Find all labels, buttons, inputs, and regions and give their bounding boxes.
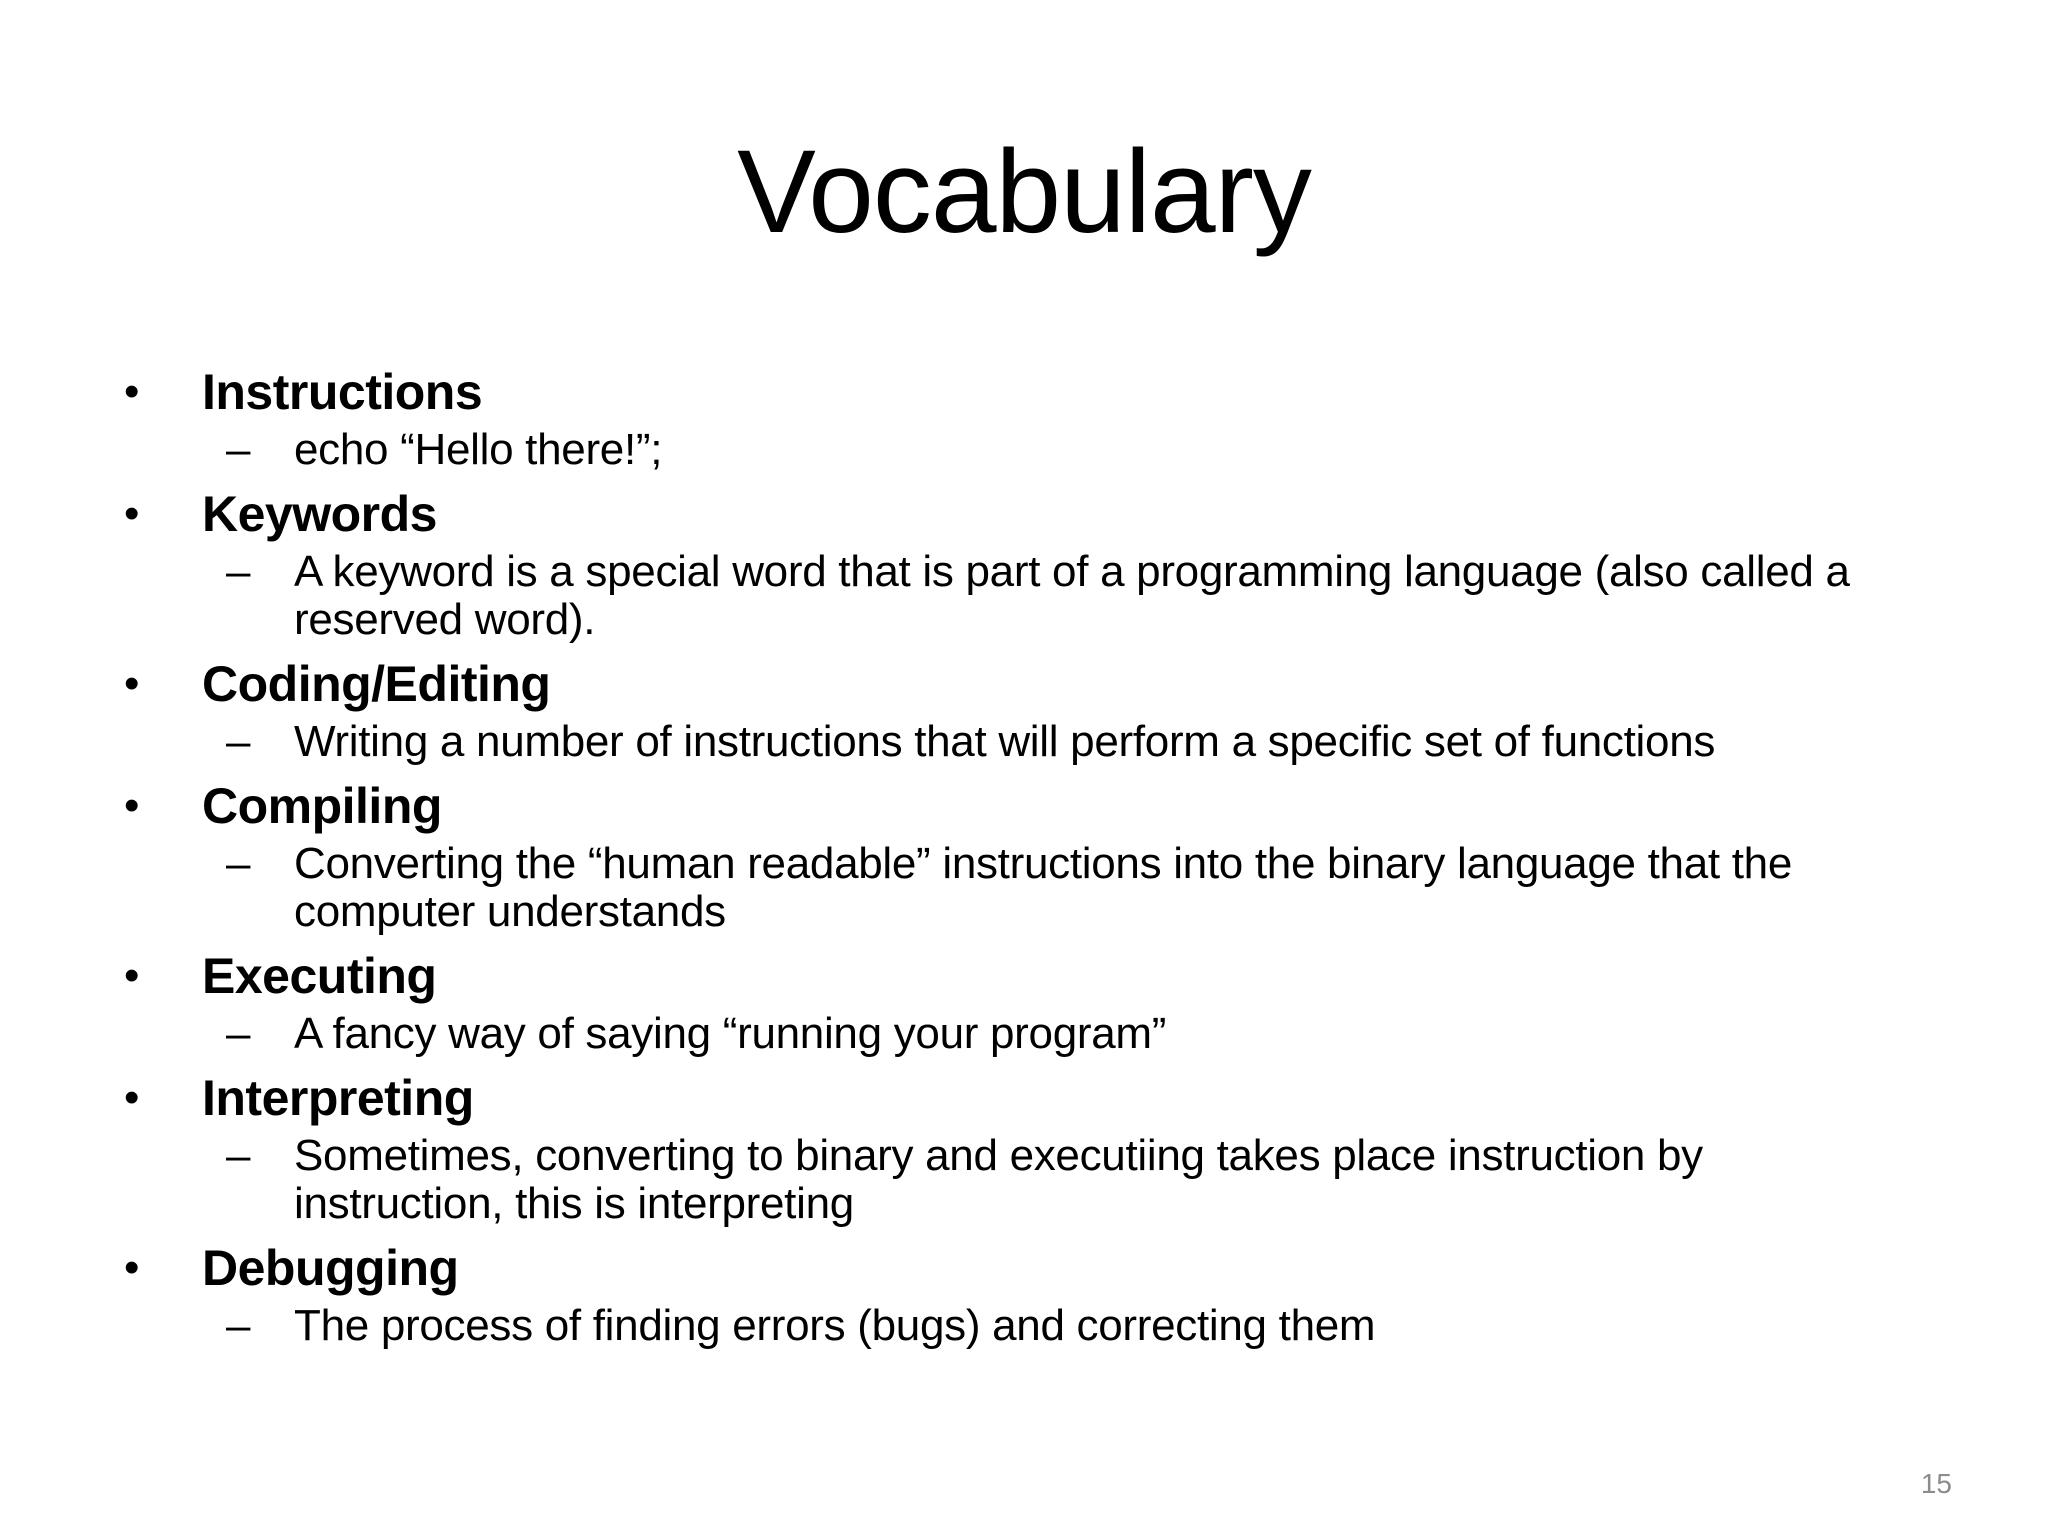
vocab-item <box>0 654 2048 766</box>
vocab-definition: Writing a number of instructions that will perform a specific set of functions <box>294 717 1716 766</box>
dash-icon: – <box>226 425 251 474</box>
vocab-term: Executing <box>202 948 437 1004</box>
vocab-term: Debugging <box>202 1240 459 1296</box>
vocab-item <box>0 1238 2048 1350</box>
bullet-icon: • <box>124 1073 139 1122</box>
dash-icon: – <box>226 547 251 596</box>
vocab-term: Interpreting <box>202 1070 474 1126</box>
bullet-icon: • <box>124 489 139 538</box>
bullet-icon: • <box>124 659 139 708</box>
bullet-icon: • <box>124 367 139 416</box>
bullet-icon: • <box>124 1243 139 1292</box>
bullet-icon: • <box>124 951 139 1000</box>
slide-title: Vocabulary <box>737 126 1311 258</box>
vocab-term: Coding/Editing <box>202 656 551 712</box>
vocabulary-list <box>0 362 2048 1350</box>
dash-icon: – <box>226 839 251 888</box>
vocab-term: Instructions <box>202 364 483 420</box>
dash-icon: – <box>226 1131 251 1180</box>
vocab-term: Compiling <box>202 778 442 834</box>
vocab-definition: A fancy way of saying “running your program” <box>294 1009 1167 1058</box>
bullet-icon: • <box>124 781 139 830</box>
vocab-item <box>0 1068 2048 1228</box>
page-number: 15 <box>1920 1468 1952 1499</box>
vocab-definition: The process of finding errors (bugs) and correcting them <box>294 1301 1376 1350</box>
vocab-item <box>0 484 2048 644</box>
vocab-definition: A keyword is a special word that is part of a programming language (also called a reserved word). <box>294 547 1850 644</box>
dash-icon: – <box>226 717 251 766</box>
vocab-item <box>0 776 2048 936</box>
dash-icon: – <box>226 1301 251 1350</box>
vocab-definition: Converting the “human readable” instructions into the binary language that the computer understands <box>294 839 1792 936</box>
vocab-definition: Sometimes, converting to binary and executiing takes place instruction by instruction, this is interpreting <box>294 1131 1703 1228</box>
vocab-term: Keywords <box>202 486 437 542</box>
vocab-item <box>0 362 2048 474</box>
vocab-item <box>0 946 2048 1058</box>
vocab-definition: echo “Hello there!”; <box>294 425 663 474</box>
dash-icon: – <box>226 1009 251 1058</box>
